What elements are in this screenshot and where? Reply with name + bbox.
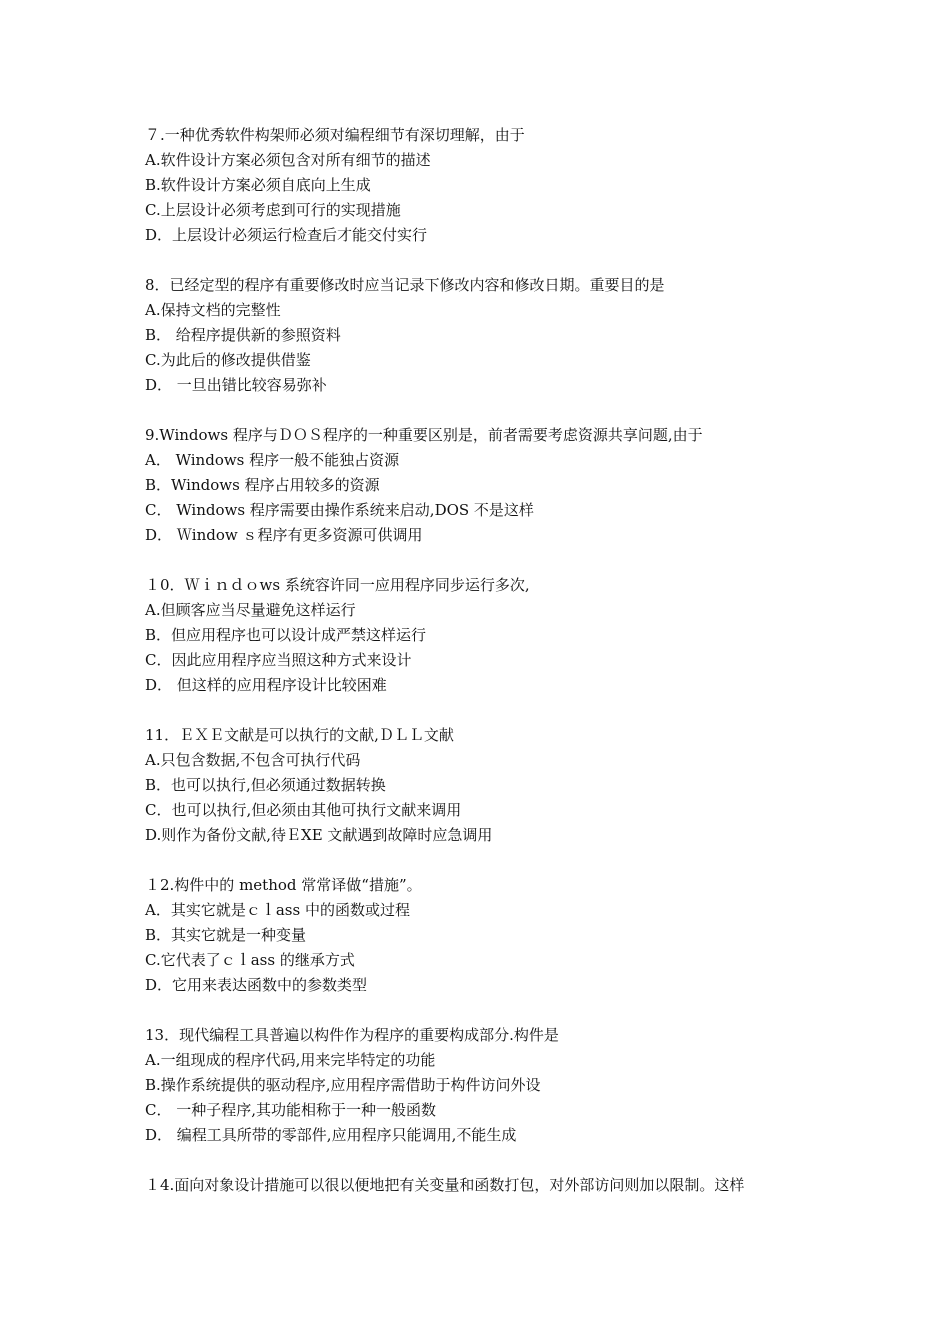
option-a: A． Windows 程序一般不能独占资源: [145, 451, 400, 469]
option-b: B．Windows 程序占用较多的资源: [145, 476, 380, 494]
option-c: C.为此后的修改提供借鉴: [145, 351, 311, 369]
question-stem: 13．现代编程工具普遍以构件作为程序的重要构成部分.构件是: [145, 1026, 559, 1044]
question-9: [145, 423, 815, 548]
question-stem: １4.面向对象设计措施可以很以便地把有关变量和函数打包，对外部访问则加以限制。这样: [145, 1176, 745, 1194]
question-11: [145, 723, 815, 848]
option-d: D.则作为备份文献,待ＥXE 文献遇到故障时应急调用: [145, 826, 493, 844]
option-c: C．也可以执行,但必须由其他可执行文献来调用: [145, 801, 462, 819]
option-c: C.它代表了ｃｌass 的继承方式: [145, 951, 355, 969]
question-stem: 8．已经定型的程序有重要修改时应当记录下修改内容和修改日期。重要目的是: [145, 276, 665, 294]
option-b: B．其实它就是一种变量: [145, 926, 307, 944]
option-d: D．它用来表达函数中的参数类型: [145, 976, 368, 994]
option-b: B.操作系统提供的驱动程序,应用程序需借助于构件访问外设: [145, 1076, 541, 1094]
question-10: [145, 573, 815, 698]
option-b: B．但应用程序也可以设计成严禁这样运行: [145, 626, 427, 644]
option-c: C． Windows 程序需要由操作系统来启动,DOS 不是这样: [145, 501, 534, 519]
option-a: A.但顾客应当尽量避免这样运行: [145, 601, 356, 619]
option-d: D． Ｗindow ｓ程序有更多资源可供调用: [145, 526, 423, 544]
option-c: C.上层设计必须考虑到可行的实现措施: [145, 201, 401, 219]
question-stem: 9.Windows 程序与ＤＯＳ程序的一种重要区别是，前者需要考虑资源共享问题,由于: [145, 426, 703, 444]
option-a: A.一组现成的程序代码,用来完毕特定的功能: [145, 1051, 436, 1069]
question-8: [145, 273, 815, 398]
option-d: D． 编程工具所带的零部件,应用程序只能调用,不能生成: [145, 1126, 517, 1144]
option-a: A.软件设计方案必须包含对所有细节的描述: [145, 151, 431, 169]
option-d: D． 一旦出错比较容易弥补: [145, 376, 327, 394]
option-d: D．上层设计必须运行检查后才能交付实行: [145, 226, 428, 244]
option-c: C．因此应用程序应当照这种方式来设计: [145, 651, 412, 669]
document-body: [145, 123, 815, 1223]
option-b: B.软件设计方案必须自底向上生成: [145, 176, 371, 194]
option-b: B． 给程序提供新的参照资料: [145, 326, 341, 344]
option-a: A．其实它就是ｃｌass 中的函数或过程: [145, 901, 410, 919]
question-stem: 11．ＥＸＥ文献是可以执行的文献,ＤＬＬ文献: [145, 726, 454, 744]
question-stem: ７.一种优秀软件构架师必须对编程细节有深切理解，由于: [145, 126, 525, 144]
question-14: [145, 1173, 815, 1198]
question-stem: １0．Ｗｉｎｄｏws 系统容许同一应用程序同步运行多次,: [145, 576, 530, 594]
question-13: [145, 1023, 815, 1148]
option-d: D． 但这样的应用程序设计比较困难: [145, 676, 387, 694]
question-7: [145, 123, 815, 248]
option-c: C． 一种子程序,其功能相称于一种一般函数: [145, 1101, 437, 1119]
option-a: A.只包含数据,不包含可执行代码: [145, 751, 361, 769]
question-12: [145, 873, 815, 998]
option-b: B．也可以执行,但必须通过数据转换: [145, 776, 386, 794]
option-a: A.保持文档的完整性: [145, 301, 281, 319]
question-stem: １2.构件中的 method 常常译做“措施”。: [145, 876, 422, 894]
